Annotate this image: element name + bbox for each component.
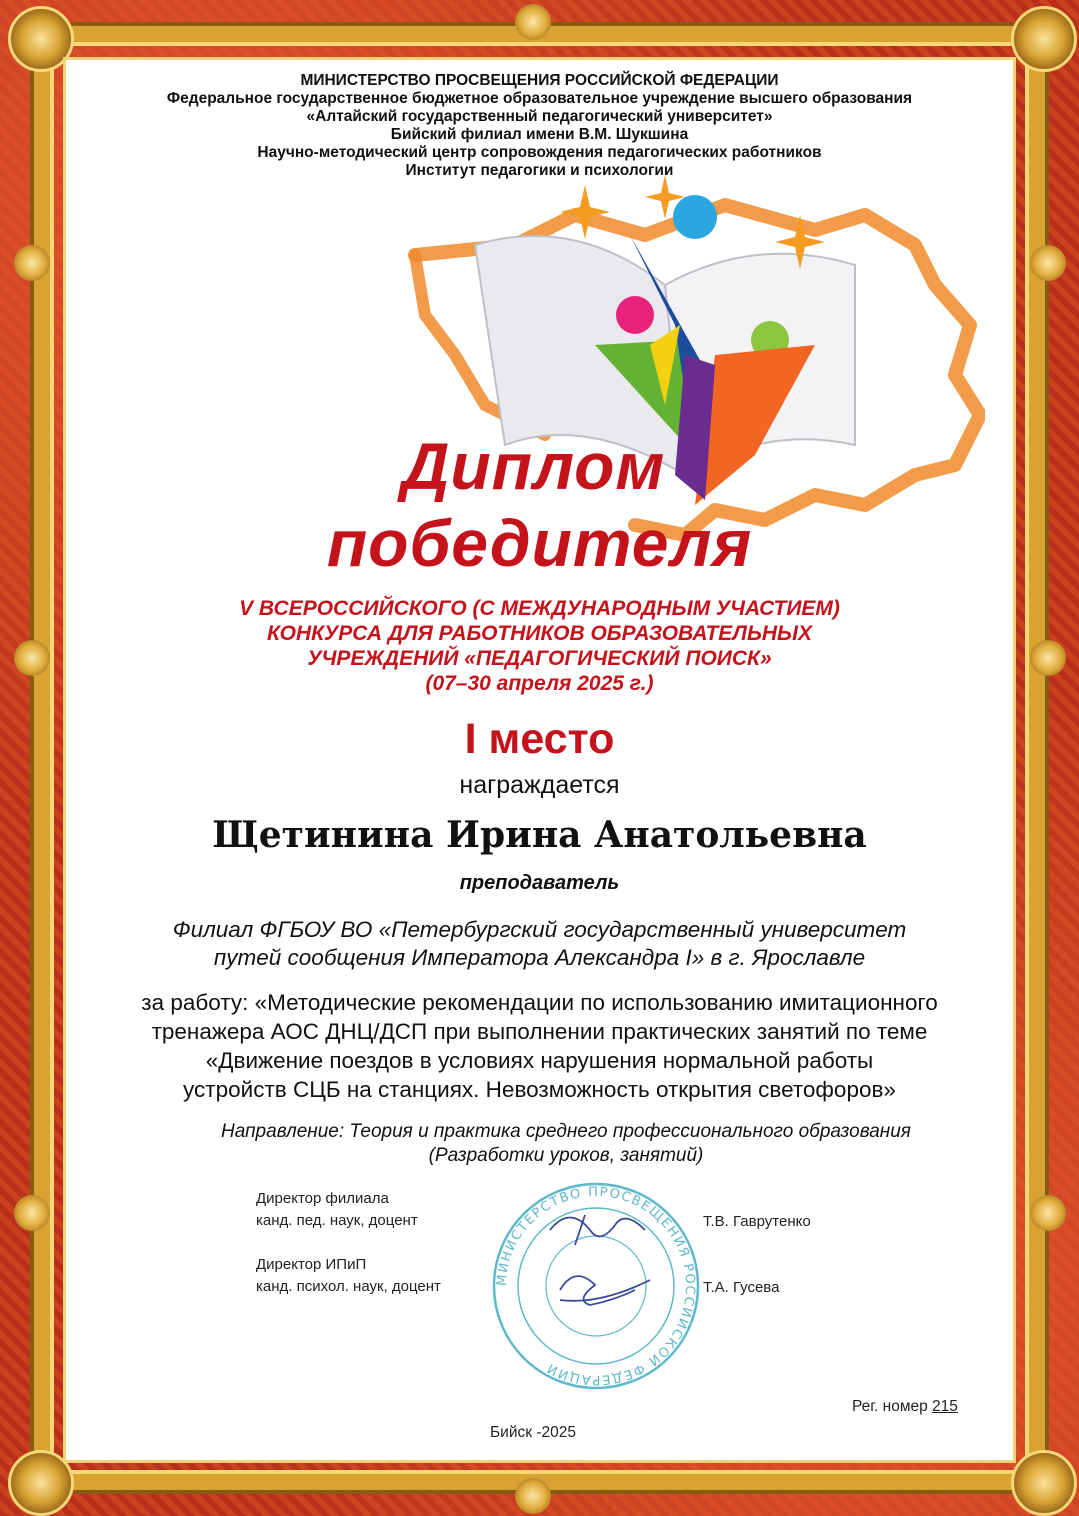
signatory-degree: канд. психол. наук, доцент xyxy=(256,1278,441,1295)
rose-ornament-icon xyxy=(14,640,50,676)
corner-ornament-icon xyxy=(1011,6,1077,72)
registration-label: Рег. номер xyxy=(852,1398,928,1415)
header-line: Институт педагогики и психологии xyxy=(405,162,674,179)
corner-ornament-icon xyxy=(1011,1450,1077,1516)
recipient-organization xyxy=(66,916,1013,972)
svg-text:МИНИСТЕРСТВО ПРОСВЕЩЕНИЯ РОССИ xyxy=(495,1185,697,1387)
organization-line: путей сообщения Императора Александра I» в г. Ярославле xyxy=(213,945,866,970)
place-award: I место xyxy=(464,715,615,763)
contest-line: КОНКУРСА ДЛЯ РАБОТНИКОВ ОБРАЗОВАТЕЛЬНЫХ xyxy=(266,622,812,645)
registration-value: 215 xyxy=(932,1398,958,1415)
direction-line: Направление: Теория и практика среднего профессионального образования xyxy=(221,1121,911,1142)
diploma-title: Диплом xyxy=(401,429,666,503)
rose-ornament-icon xyxy=(14,1195,50,1231)
organization-line: Филиал ФГБОУ ВО «Петербургский государственный университет xyxy=(172,917,907,942)
rose-ornament-icon xyxy=(14,245,50,281)
rose-ornament-icon xyxy=(1030,640,1066,676)
header-line: МИНИСТЕРСТВО ПРОСВЕЩЕНИЯ РОССИЙСКОЙ ФЕДЕРАЦИИ xyxy=(300,72,779,89)
recipient-name: Щетинина Ирина Анатольевна xyxy=(212,814,867,856)
rose-ornament-icon xyxy=(515,4,551,40)
diploma-title-second-line: победителя xyxy=(326,506,753,580)
registration-number xyxy=(852,1398,958,1416)
contest-line: УЧРЕЖДЕНИЙ «ПЕДАГОГИЧЕСКИЙ ПОИСК» xyxy=(307,647,772,670)
stamp-text: МИНИСТЕРСТВО ПРОСВЕЩЕНИЯ РОССИЙСКОЙ ФЕДЕРАЦИИ xyxy=(494,1184,698,1388)
awarded-label: награждается xyxy=(459,771,620,799)
work-line: устройств СЦБ на станциях. Невозможность открытия светофоров» xyxy=(183,1077,896,1102)
city-year: Бийск -2025 xyxy=(490,1424,576,1441)
signatory-degree: канд. пед. наук, доцент xyxy=(256,1212,418,1229)
work-line: «Движение поездов в условиях нарушения нормальной работы xyxy=(205,1048,874,1073)
rose-ornament-icon xyxy=(1030,1195,1066,1231)
corner-ornament-icon xyxy=(8,6,74,72)
header-line: «Алтайский государственный педагогический университет» xyxy=(306,108,773,125)
signatory-role: Директор ИПиП xyxy=(256,1256,367,1273)
direction-line: (Разработки уроков, занятий) xyxy=(428,1145,704,1166)
contest-name xyxy=(66,596,1013,696)
signatory-name: Т.В. Гаврутенко xyxy=(703,1213,811,1230)
rose-ornament-icon xyxy=(1030,245,1066,281)
nomination-direction xyxy=(66,1120,1066,1168)
header-line: Бийский филиал имени В.М. Шукшина xyxy=(390,126,689,143)
work-line: тренажера АОС ДНЦ/ДСП при выполнении практических занятий по теме xyxy=(151,1019,928,1044)
signatory-name: Т.А. Гусева xyxy=(703,1279,780,1296)
issuer-header xyxy=(66,72,1013,180)
work-line: за работу: «Методические рекомендации по использованию имитационного xyxy=(141,990,938,1015)
header-line: Федеральное государственное бюджетное образовательное учреждение высшего образования xyxy=(166,90,913,107)
signatory-role: Директор филиала xyxy=(256,1190,389,1207)
official-stamp-icon xyxy=(490,1180,702,1392)
corner-ornament-icon xyxy=(8,1450,74,1516)
header-line: Научно-методический центр сопровождения педагогических работников xyxy=(257,144,822,161)
contest-line: V ВСЕРОССИЙСКОГО (С МЕЖДУНАРОДНЫМ УЧАСТИЕМ) xyxy=(239,597,840,620)
rose-ornament-icon xyxy=(515,1478,551,1514)
contest-dates: (07–30 апреля 2025 г.) xyxy=(425,672,654,695)
signature-block-branch-director xyxy=(256,1188,418,1232)
signature-block-institute-director xyxy=(256,1254,441,1298)
recipient-position: преподаватель xyxy=(459,872,620,894)
work-description xyxy=(66,988,1013,1104)
